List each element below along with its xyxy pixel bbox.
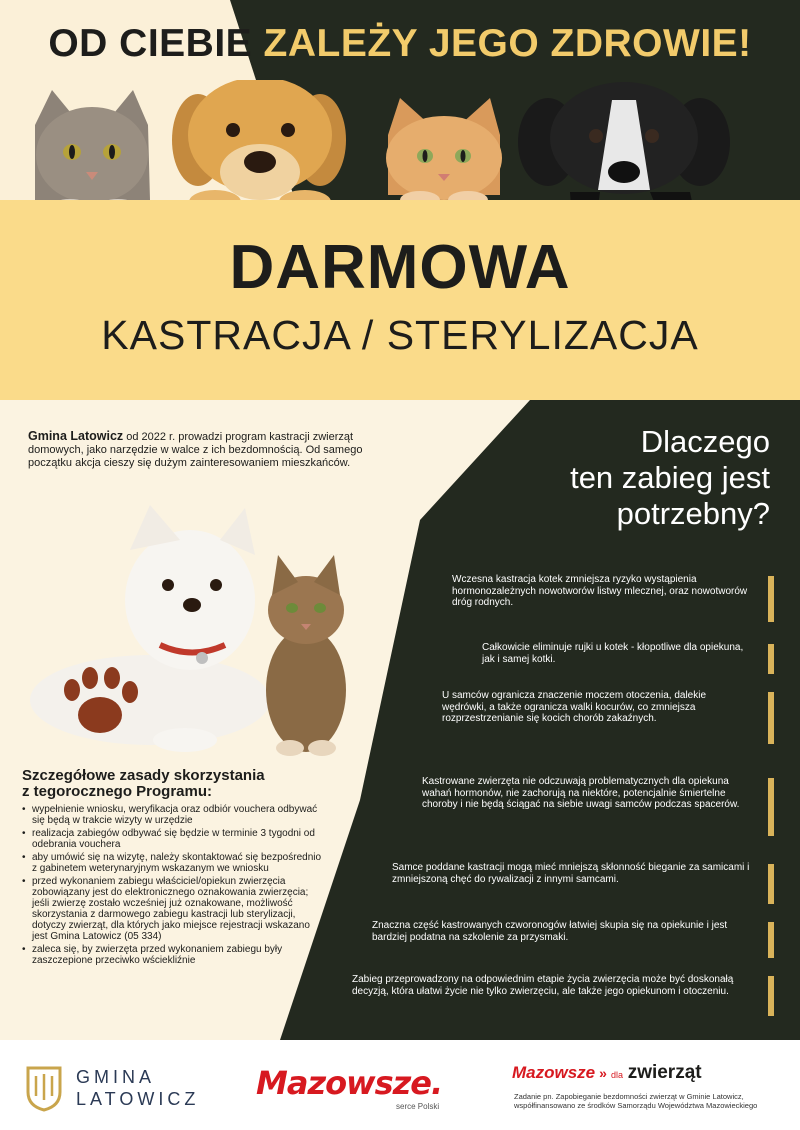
reason-text: Kastrowane zwierzęta nie odczuwają problematycznych dla opiekuna wahań hormonów, nie zachorują na niektóre, potencjalnie śmiertelne choroby i nie będą ściągać na siebie uwagi samców podczas spacerów. [422, 776, 740, 810]
program-rules [22, 768, 322, 968]
rules-item: • aby umówić się na wizytę, należy skontaktować się bezpośrednio z gabinetem weterynaryjnym wskazanym we wniosku [22, 852, 322, 874]
reason-text: Samce poddane kastracji mogą mieć mniejszą skłonność bieganie za samicami i zmniejszoną chęć do rywalizacji z innymi samcami. [392, 862, 750, 885]
reason-bar [768, 576, 774, 622]
dog-and-cat-illustration [20, 500, 380, 760]
rules-list [22, 804, 322, 966]
mazowsze-dla-zwierzat-logo [512, 1062, 702, 1084]
mazowsze-logo: Mazowsze. [256, 1064, 443, 1102]
reason-text: Wczesna kastracja kotek zmniejsza ryzyko wystąpienia hormonozależnych nowotworów listwy mlecznej, oraz nowotworów dróg rodnych. [452, 574, 748, 608]
headline-part-1: OD CIEBIE [48, 22, 264, 65]
reason-text: Całkowicie eliminuje rujki u kotek - kłopotliwe dla opiekuna, jak i samej kotki. [482, 642, 744, 665]
why-line-3: potrzebny? [616, 496, 770, 531]
reason-bar [768, 922, 774, 958]
mdz-arrows-icon: » [599, 1065, 607, 1081]
reason-text: U samców ogranicza znaczenie moczem otoczenia, dalekie wędrówki, a także ogranicza walki kocurów, co zmniejsza rozprzestrzenianie się kocich chorób zakaźnych. [442, 690, 707, 724]
why-line-1: Dlaczego [640, 424, 770, 459]
main-title: DARMOWA [229, 233, 571, 302]
intro-bold: Gmina Latowicz [28, 429, 124, 443]
gmina-name [76, 1066, 199, 1110]
rules-title-line-2: z tegorocznego Programu: [22, 783, 213, 800]
mdz-dla: dla [610, 1070, 623, 1080]
rules-item: • wypełnienie wniosku, weryfikacja oraz odbiór vouchera odbywać się będą w trakcie wizyty w urzędzie [22, 804, 322, 826]
rules-item: • realizacja zabiegów odbywać się będzie w terminie 3 tygodni od odebrania vouchera [22, 828, 322, 850]
why-heading [440, 424, 770, 532]
tabby-cat-image [35, 90, 150, 217]
gmina-line-2: LATOWICZ [76, 1089, 200, 1109]
mazowsze-tagline: serce Polski [396, 1102, 440, 1111]
headline-part-2: ZALEŻY JEGO ZDROWIE! [263, 22, 752, 65]
rules-item: • zaleca się, by zwierzęta przed wykonaniem zabiegu były zaszczepione przeciwko wściekliźnie [22, 944, 322, 966]
reason-bar [768, 864, 774, 904]
orange-cat-image [386, 98, 502, 209]
main-subtitle: KASTRACJA / STERYLIZACJA [101, 312, 699, 358]
headline [0, 22, 800, 66]
mdz-zwierzat: zwierząt [627, 1062, 702, 1083]
reason-text: Znaczna część kastrowanych czworonogów łatwiej skupia się na opiekunie i jest bardziej podatna na szkolenie za przysmaki. [372, 920, 728, 943]
reason-bar [768, 976, 774, 1016]
intro-text: od 2022 r. prowadzi program kastracji zwierząt domowych, jako narzędzie w walce z ich bezdomnością. Od samego początku akcja cieszy się dużym zainteresowaniem mieszkańców. [28, 431, 363, 469]
golden-dog-image [172, 80, 346, 214]
reason-bar [768, 692, 774, 744]
why-line-2: ten zabieg jest [570, 460, 770, 495]
footer [0, 1040, 800, 1130]
gmina-crest-icon [24, 1062, 64, 1112]
rules-item: • przed wykonaniem zabiegu właściciel/opiekun zwierzęcia zobowiązany jest do elektronicznego oznakowania zwierzęcia; jeśli zwierzę zostało wcześniej już oznakowane, możliwość skorzystania z darmowego zabiegu kastracji lub sterylizacji, dotyczy zwierząt, dla których jako miejsce rejestracji wskazano jest Gmina Latowicz (05 334) [22, 876, 322, 942]
funding-note: Zadanie pn. Zapobieganie bezdomności zwierząt w Gminie Latowicz, współfinansowano ze środków Samorządu Województwa Mazowieckiego [514, 1092, 758, 1110]
intro-paragraph [28, 430, 368, 470]
reason-bar [768, 644, 774, 674]
mdz-mazowsze: Mazowsze [512, 1063, 596, 1082]
rules-title-line-1: Szczegółowe zasady skorzystania [22, 767, 265, 784]
gmina-line-1: GMINA [76, 1067, 156, 1087]
reason-text: Zabieg przeprowadzony na odpowiednim etapie życia zwierzęcia może być doskonałą decyzją, która ułatwi życie nie tylko zwierzęciu, ale także jego opiekunom i otoczeniu. [352, 974, 734, 997]
rules-title [22, 768, 322, 800]
reason-bar [768, 778, 774, 836]
